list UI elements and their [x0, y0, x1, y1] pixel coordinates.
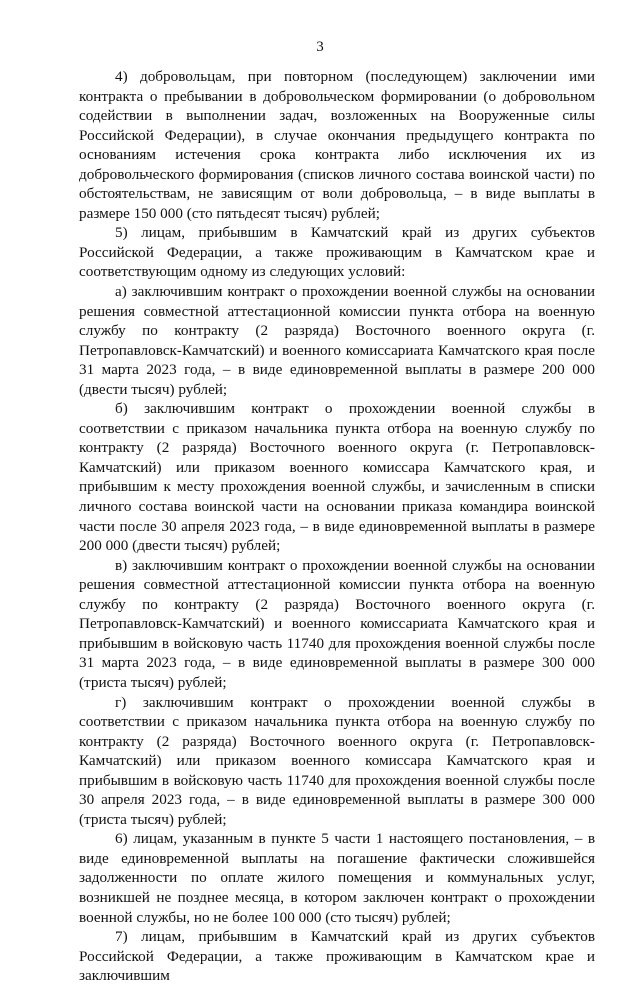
- paragraph-subitem-g: г) заключившим контракт о прохождении военной службы в соответствии с приказом начальника пункта отбора на военную службу по контракту (2 разряда) Восточного военного округа (г. Петропавловск-Камчатский) или приказом военного комиссара Камчатского края и прибывшим в войсковую часть 11740 для прохождения военной службы после 30 апреля 2023 года, – в виде единовременной выплаты в размере 300 000 (триста тысяч) рублей;: [79, 693, 595, 828]
- paragraph-subitem-b: б) заключившим контракт о прохождении военной службы в соответствии с приказом начальника пункта отбора на военную службу по контракту (2 разряда) Восточного военного округа (г. Петропавловск-Камчатский) или приказом военного комиссара Камчатского края, и прибывшим к месту прохождения военной службы, и зачисленным в списки личного состава воинской части на основании приказа командира воинской части после 30 апреля 2023 года, – в виде единовременной выплаты в размере 200 000 (двести тысяч) рублей;: [79, 400, 595, 555]
- paragraph-item-4: 4) добровольцам, при повторном (последующем) заключении ими контракта о пребывании в добровольческом формировании (о добровольном содействии в выполнении задач, возложенных на Вооруженные силы Российской Федерации), в случае окончания предыдущего контракта по основаниям истечения срока контракта либо исключения их из добровольческого формирования (списков личного состава воинской части) по обстоятельствам, не зависящим от воли добровольца, – в виде выплаты в размере 150 000 (сто пятьдесят тысяч) рублей;: [79, 68, 595, 222]
- paragraph-subitem-v: в) заключившим контракт о прохождении военной службы на основании решения совместной аттестационной комиссии пункта отбора на военную службу по контракту (2 разряда) Восточного военного округа (г. Петропавловск-Камчатский) и военного комиссариата Камчатского края и прибывшим в войсковую часть 11740 для прохождения военной службы после 31 марта 2023 года, – в виде единовременной выплаты в размере 300 000 (триста тысяч) рублей;: [79, 556, 595, 691]
- paragraph-subitem-a: а) заключившим контракт о прохождении военной службы на основании решения совместной аттестационной комиссии пункта отбора на военную службу по контракту (2 разряда) Восточного военного округа (г. Петропавловск-Камчатский) и военного комиссариата Камчатского края после 31 марта 2023 года, – в виде единовременной выплаты в размере 200 000 (двести тысяч) рублей;: [79, 283, 595, 398]
- page-number: 3: [316, 39, 324, 55]
- paragraph-item-5: 5) лицам, прибывшим в Камчатский край из других субъектов Российской Федерации, а также проживающим в Камчатском крае и соответствующим одному из следующих условий:: [79, 224, 595, 281]
- paragraph-item-6: 6) лицам, указанным в пункте 5 части 1 настоящего постановления, – в виде единовременной выплаты на погашение фактически сложившейся задолженности по оплате жилого помещения и коммунальных услуг, возникшей не позднее месяца, в котором заключен контракт о прохождении военной службы, но не более 100 000 (сто тысяч) рублей;: [79, 830, 595, 926]
- paragraph-item-7: 7) лицам, прибывшим в Камчатский край из других субъектов Российской Федерации, а также проживающим в Камчатском крае и заключившим: [79, 928, 595, 985]
- document-body: [79, 67, 595, 986]
